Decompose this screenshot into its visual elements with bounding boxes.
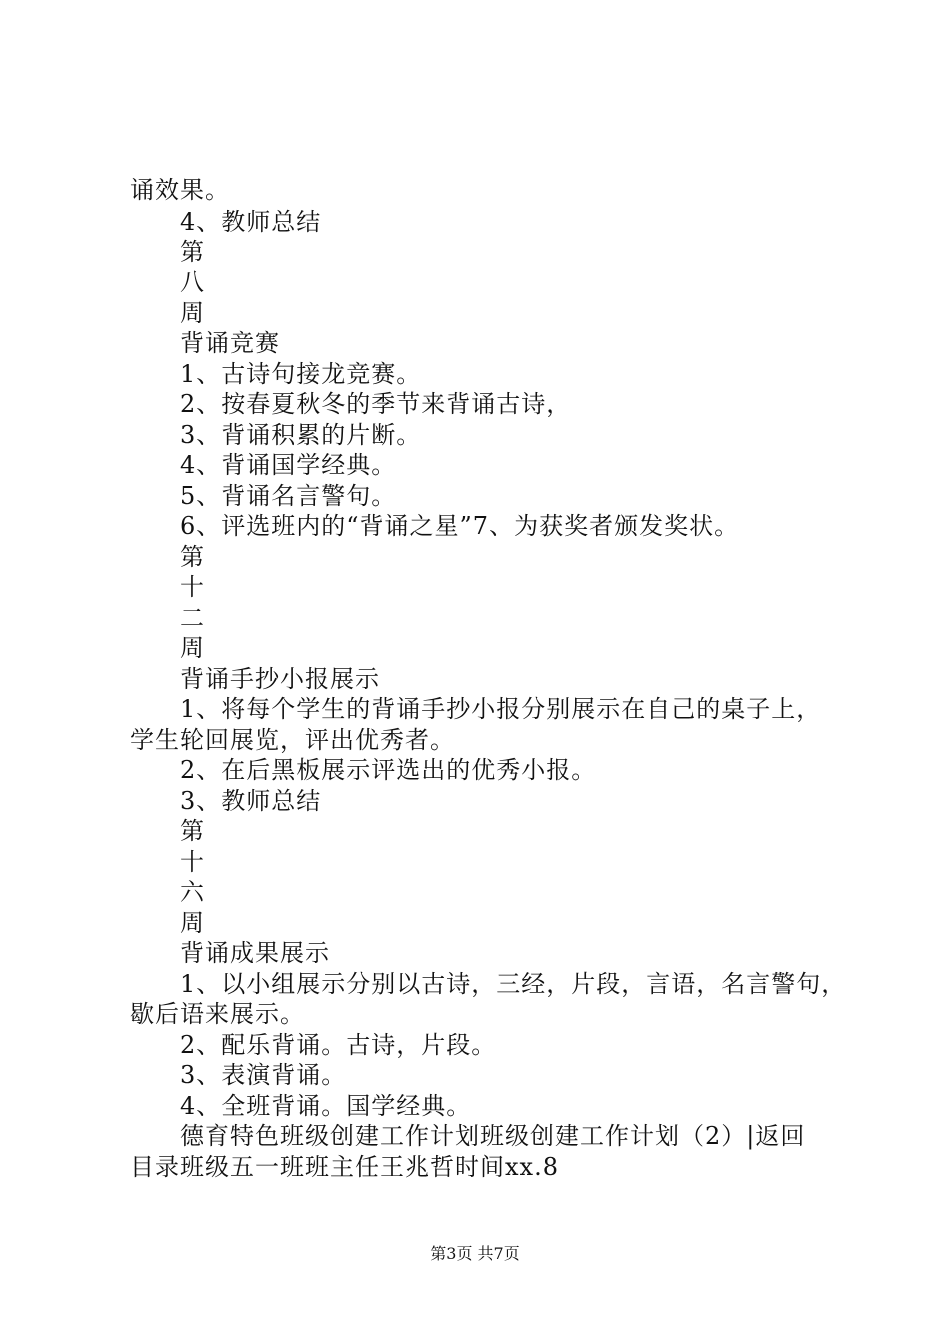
- text-line: 十: [180, 573, 205, 601]
- text-line: 第: [180, 238, 205, 266]
- text-line: 1、以小组展示分别以古诗，三经，片段，言语，名言警句，: [180, 970, 847, 998]
- text-line: 2、在后黑板展示评选出的优秀小报。: [180, 756, 597, 784]
- text-line: 目录班级五一班班主任王兆哲时间xx.8: [130, 1153, 559, 1181]
- text-line: 六: [180, 878, 205, 906]
- text-line: 6、评选班内的“背诵之星”7、为获奖者颁发奖状。: [180, 512, 740, 540]
- text-line: 第: [180, 543, 205, 571]
- text-line: 4、教师总结: [180, 208, 322, 236]
- section-title: 背诵手抄小报展示: [180, 665, 380, 693]
- text-line: 3、背诵积累的片断。: [180, 421, 422, 449]
- text-line: 德育特色班级创建工作计划班级创建工作计划（2）|返回: [180, 1122, 806, 1150]
- text-line: 3、教师总结: [180, 787, 322, 815]
- text-line: 学生轮回展览，评出优秀者。: [130, 726, 455, 754]
- text-line: 周: [180, 634, 205, 662]
- text-line: 1、将每个学生的背诵手抄小报分别展示在自己的桌子上，: [180, 695, 822, 723]
- text-line: 周: [180, 909, 205, 937]
- section-title: 背诵成果展示: [180, 939, 330, 967]
- text-line: 2、按春夏秋冬的季节来背诵古诗，: [180, 390, 572, 418]
- page-number: 第3页 共7页: [430, 1244, 520, 1263]
- text-line: 周: [180, 299, 205, 327]
- text-line: 1、古诗句接龙竞赛。: [180, 360, 422, 388]
- text-line: 4、全班背诵。国学经典。: [180, 1092, 472, 1120]
- text-line: 4、背诵国学经典。: [180, 451, 397, 479]
- text-line: 2、配乐背诵。古诗，片段。: [180, 1031, 497, 1059]
- text-line: 5、背诵名言警句。: [180, 482, 397, 510]
- text-line: 第: [180, 817, 205, 845]
- text-line: 二: [180, 604, 205, 632]
- text-line: 八: [180, 268, 205, 296]
- section-title: 背诵竞赛: [180, 329, 280, 357]
- text-line: 歇后语来展示。: [130, 1000, 305, 1028]
- text-line: 3、表演背诵。: [180, 1061, 347, 1089]
- text-line: 诵效果。: [130, 176, 230, 204]
- text-line: 十: [180, 848, 205, 876]
